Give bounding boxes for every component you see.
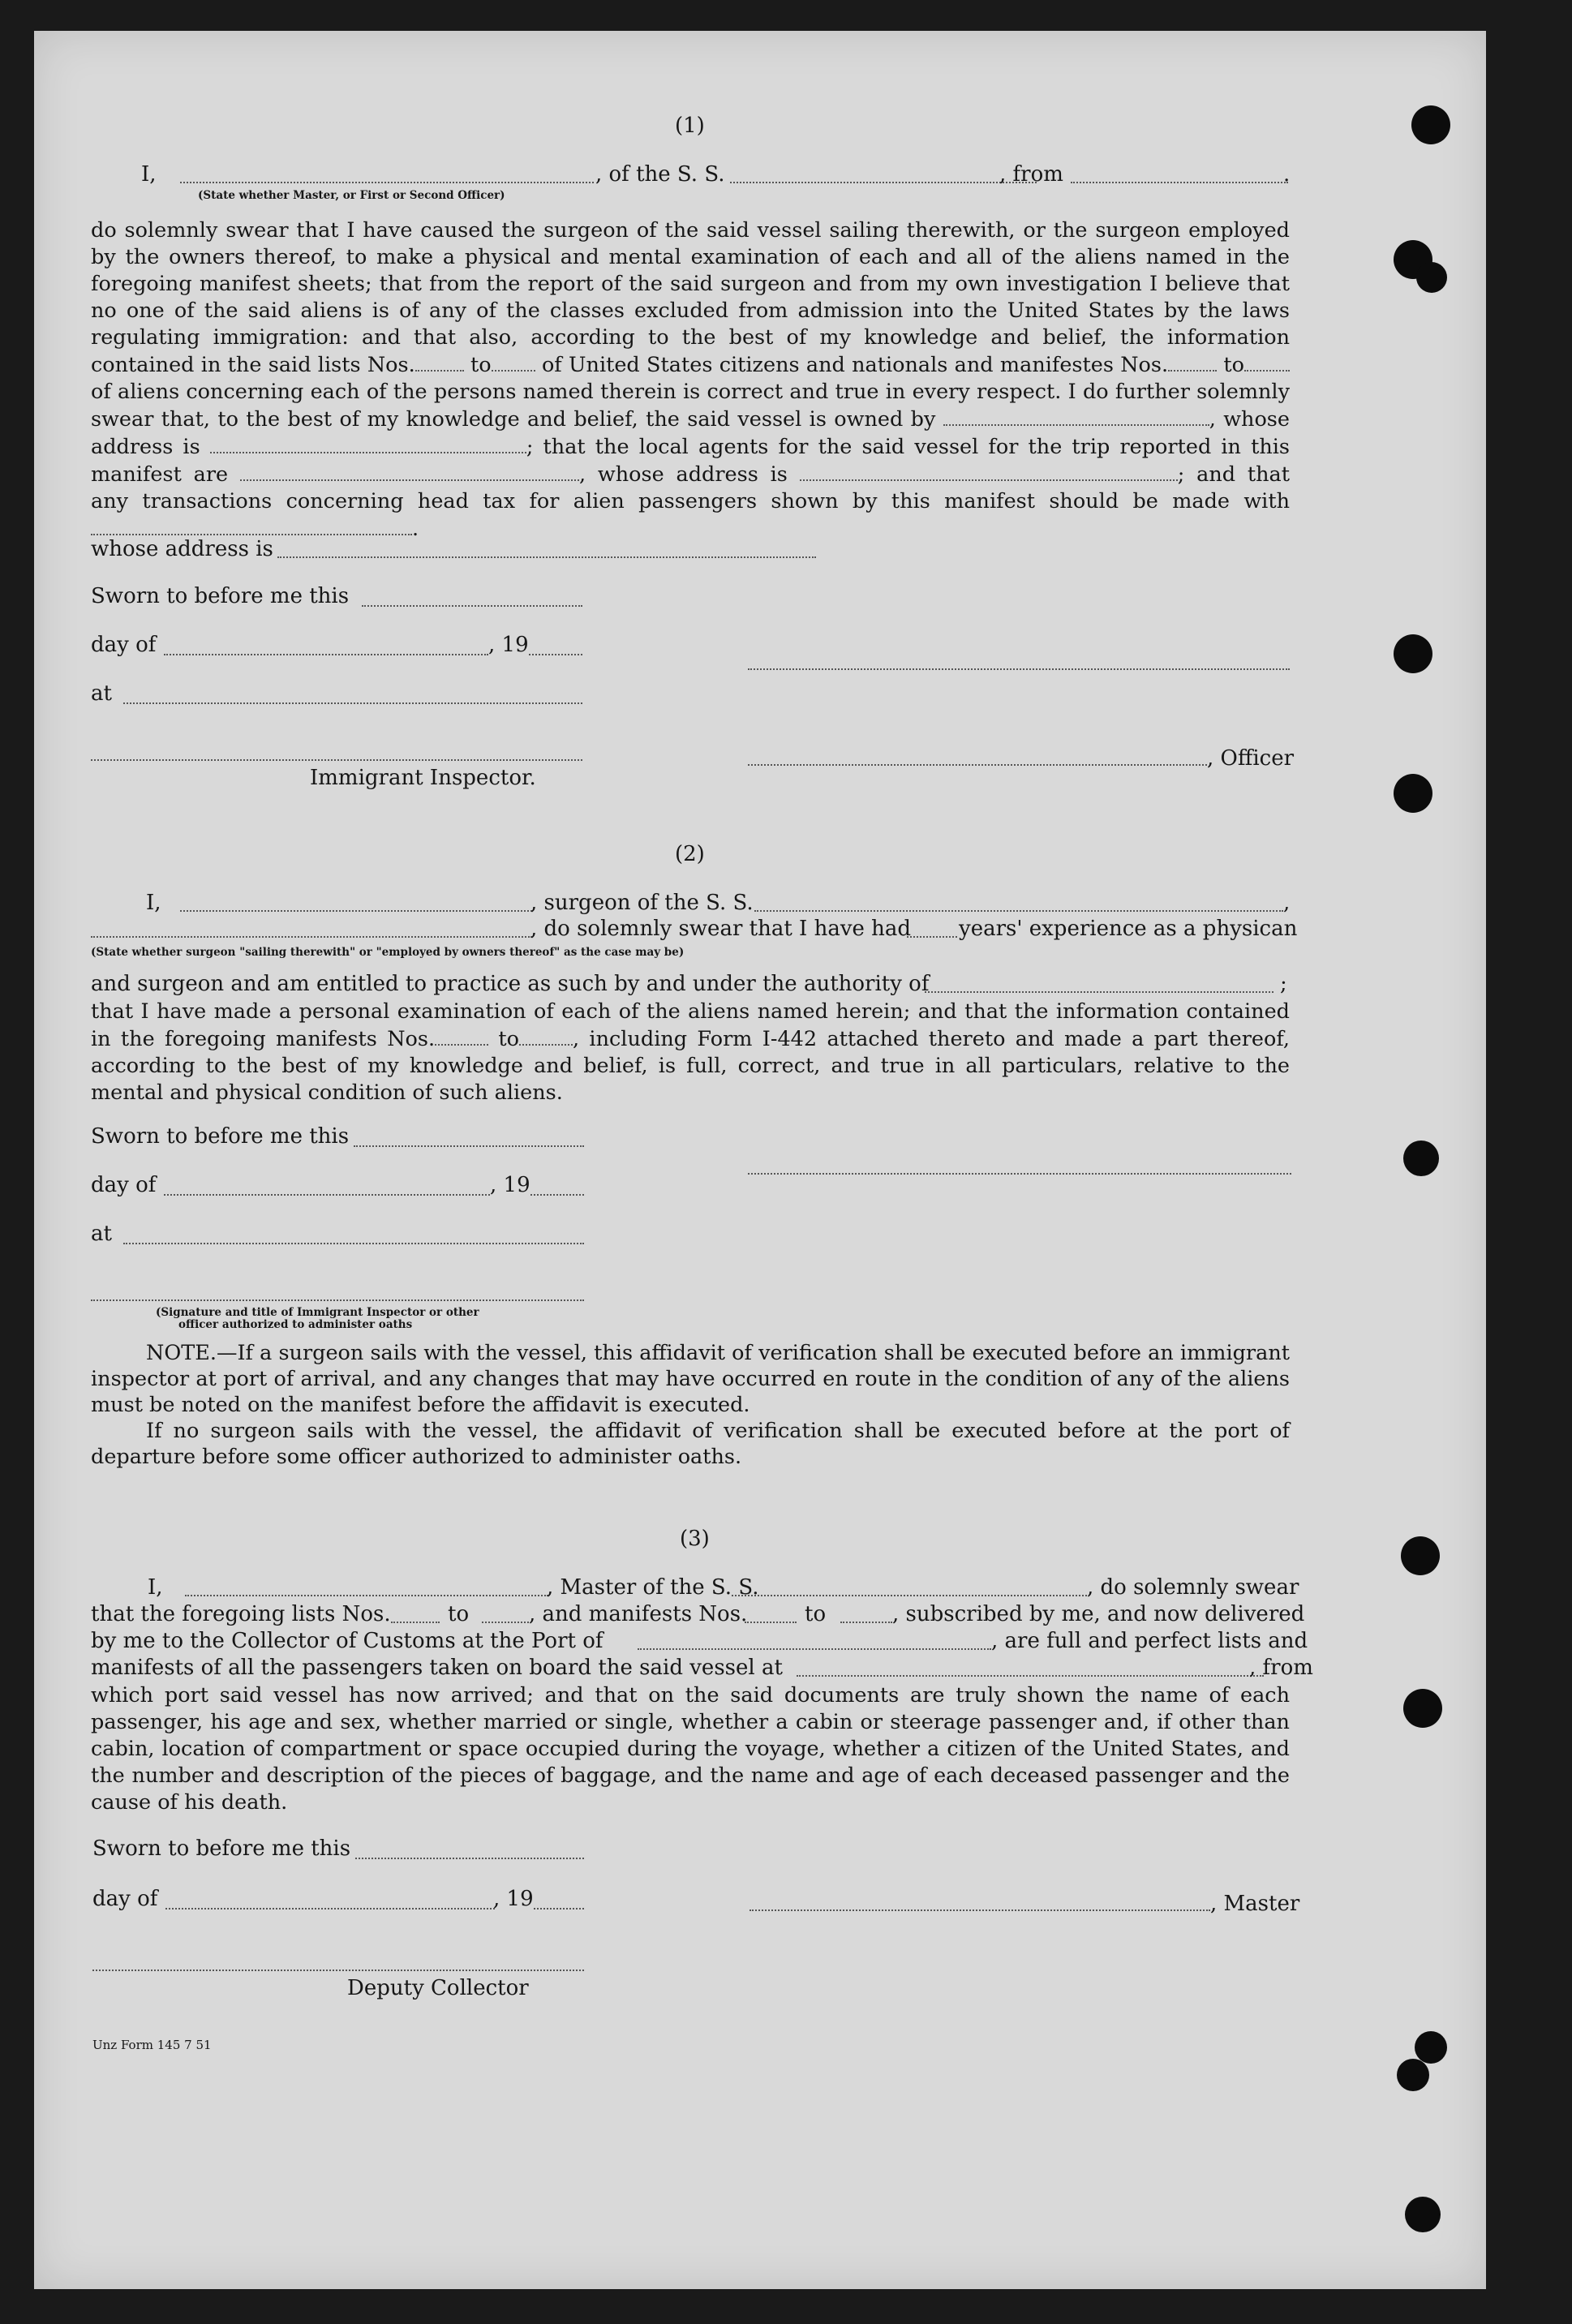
surgeon-vessel-field[interactable] xyxy=(754,910,1283,912)
list-from-field[interactable] xyxy=(391,1622,440,1623)
customs-port-field[interactable] xyxy=(638,1648,991,1650)
surgeon-of-label: , surgeon of the S. S. xyxy=(530,891,754,915)
day-of-label: day of xyxy=(92,1887,158,1911)
master-name-field[interactable] xyxy=(185,1595,548,1596)
local-agents-field[interactable] xyxy=(240,461,579,481)
sworn-label: Sworn to before me this xyxy=(92,1836,351,1861)
transactions-label: ; and that any transactions xyxy=(91,462,1291,513)
inspector-signature-line[interactable] xyxy=(91,1299,584,1301)
years-label: years' experience as a physican xyxy=(959,917,1298,941)
year-label: , 19 xyxy=(493,1887,534,1911)
surgeon-signature-line[interactable] xyxy=(748,1173,1291,1175)
head-tax-address-field[interactable] xyxy=(277,556,816,558)
sworn-day-field[interactable] xyxy=(354,1145,584,1147)
punch-hole xyxy=(1415,2031,1447,2064)
from-label: , from xyxy=(1249,1656,1313,1680)
alien-manifest-from-field[interactable] xyxy=(1168,351,1217,372)
head-tax-party-field[interactable] xyxy=(91,515,412,535)
master-label: , Master xyxy=(1210,1892,1300,1916)
manifests-all-label: manifests of all the passengers taken on board the said vessel at xyxy=(91,1656,783,1680)
sworn-month-field[interactable] xyxy=(164,654,488,655)
surgeon-status-field[interactable] xyxy=(91,936,532,938)
day-of-label: day of xyxy=(91,633,157,657)
surgeon-status-caption: (State whether surgeon "sailing therewith" or "employed by owners thereof" as the case may be) xyxy=(91,946,685,959)
head-tax-label: concerning head tax for alien passengers shown by this manifest should be made with xyxy=(286,488,1290,513)
form-number: Unz Form 145 7 51 xyxy=(92,2038,212,2052)
manifest-from-field[interactable] xyxy=(745,1622,797,1623)
swear-label: , do solemnly swear that I have had xyxy=(530,917,912,941)
swear-label: , do solemnly swear xyxy=(1087,1575,1299,1600)
punch-hole xyxy=(1403,1689,1442,1728)
oath-text-part-3: of aliens concerning each of the persons named therein is correct and true in every respect. I do further solemnly swear that, to the best of my knowledge and belief, the said vessel is owned by xyxy=(91,379,1290,432)
inspector-signature-line[interactable] xyxy=(91,759,582,761)
sworn-place-field[interactable] xyxy=(123,702,582,704)
whose-address-label: whose address is xyxy=(91,537,273,561)
section-2-oath-text xyxy=(91,999,1290,1106)
of-the-ss: , of the S. S. xyxy=(595,162,725,187)
officer-rank-caption: (State whether Master, or First or Second Officer) xyxy=(198,189,505,202)
section-1-i: I, xyxy=(141,162,157,187)
subscribed-label: , subscribed by me, and now delivered xyxy=(892,1602,1305,1626)
section-3-i: I, xyxy=(148,1575,163,1600)
vessel-name-field[interactable] xyxy=(730,182,1037,183)
citizen-list-to-field[interactable] xyxy=(492,351,535,372)
punch-hole xyxy=(1411,105,1450,144)
section-1-number: (1) xyxy=(675,114,705,138)
section-2-i: I, xyxy=(146,891,161,915)
whose-address-label: , whose address is xyxy=(578,462,788,487)
master-of-label: , Master of the S. S. xyxy=(547,1575,759,1600)
form-page xyxy=(34,31,1486,2289)
punch-hole xyxy=(1394,774,1432,813)
sworn-month-field[interactable] xyxy=(164,1194,490,1196)
entitled-label: and surgeon and am entitled to practice as such by and under the authority of xyxy=(91,972,930,996)
punch-hole xyxy=(1403,1141,1439,1176)
at-label: at xyxy=(91,1222,112,1246)
note-block xyxy=(91,1340,1290,1470)
delivered-label: by me to the Collector of Customs at the Port of xyxy=(91,1629,603,1653)
officer-rank-field[interactable] xyxy=(180,182,594,183)
foregoing-label: that the foregoing lists Nos. xyxy=(91,1602,391,1626)
vessel-owner-field[interactable] xyxy=(943,406,1209,426)
punch-hole xyxy=(1416,262,1447,293)
inspector-label: Immigrant Inspector. xyxy=(310,766,536,790)
to-label: to xyxy=(470,352,492,377)
manifest-to-field[interactable] xyxy=(840,1622,892,1623)
punch-hole xyxy=(1401,1536,1440,1575)
surgeon-name-field[interactable] xyxy=(180,910,532,912)
at-label: at xyxy=(91,681,112,706)
officer-signature-line-1[interactable] xyxy=(748,668,1290,670)
oath-text-part-2: of United States citizens and nationals and manifestes Nos. xyxy=(541,352,1169,377)
years-experience-field[interactable] xyxy=(907,936,957,938)
sworn-label: Sworn to before me this xyxy=(91,584,350,608)
alien-manifest-to-field[interactable] xyxy=(1244,351,1290,372)
signature-caption-2: officer authorized to administer oaths xyxy=(178,1318,413,1331)
full-lists-label: , are full and perfect lists and xyxy=(991,1629,1308,1653)
year-label: , 19 xyxy=(490,1173,530,1197)
oath-text-part-1: do solemnly swear that I have caused the surgeon of the said vessel sailing therewith, or the surgeon employed by the owners thereof, to make a physical and mental examination of each and all of the aliens named in the foregoing manifest sheets; that from the report of the said surgeon and from my own investigation I believe that no one of the said aliens is of any of the classes excluded from admission into the United States by the laws regulating immigration: and that also, according to the best of my knowledge and belief, the information contained in the said lists Nos. xyxy=(91,218,1290,377)
to-label: to xyxy=(805,1602,827,1626)
embarkation-port-field[interactable] xyxy=(797,1675,1264,1677)
comma: , xyxy=(1283,891,1291,915)
sworn-year-field[interactable] xyxy=(534,1908,584,1909)
to-label: to xyxy=(498,1026,519,1051)
collector-label: Deputy Collector xyxy=(347,1976,529,2000)
whose-address-label: , whose address is xyxy=(91,406,1290,459)
officer-signature-line-2[interactable] xyxy=(748,764,1207,766)
master-signature-line[interactable] xyxy=(749,1909,1210,1911)
oath-text-part-2: , including Form I-442 attached thereto and made a part thereof, according to the best of my knowledge and belief, is full, correct, and true in all particulars, relative to the mental and physical condition of such aliens. xyxy=(91,1026,1290,1105)
note-no-surgeon: If no surgeon sails with the vessel, the affidavit of verification shall be executed before at the port of departure before some officer authorized to administer oaths. xyxy=(91,1419,1290,1469)
punch-hole xyxy=(1405,2197,1441,2232)
sworn-year-field[interactable] xyxy=(529,654,582,655)
owner-address-field[interactable] xyxy=(210,433,526,453)
section-3-oath-text xyxy=(91,1682,1290,1816)
period: . xyxy=(1283,162,1291,187)
manifests-label: , and manifests Nos. xyxy=(529,1602,748,1626)
section-1-oath-text xyxy=(91,217,1290,543)
agents-address-field[interactable] xyxy=(800,461,1178,481)
section-2-number: (2) xyxy=(675,842,705,866)
oath-text: which port said vessel has now arrived; and that on the said documents are truly shown the name of each passenger, his age and sex, whether married or single, whether a cabin or steerage passenger and, if other than cabin, location of compartment or space occupied during the voyage, whether a citizen of the United States, and the number and description of the pieces of baggage, and the name and age of each deceased passenger and the cause of his death. xyxy=(91,1683,1290,1815)
to-label: to xyxy=(448,1602,470,1626)
note-surgeon-sails: NOTE.—If a surgeon sails with the vessel, this affidavit of verification shall be executed before an immigrant inspector at port of arrival, and any changes that may have occurred en route in the condition of any of the aliens must be noted on the manifest before the affidavit is executed. xyxy=(91,1341,1290,1417)
manifest-to-field[interactable] xyxy=(519,1025,573,1046)
sworn-place-field[interactable] xyxy=(123,1243,584,1244)
to-label: to xyxy=(1223,352,1245,377)
oath-text-part-1: that I have made a personal examination of each of the aliens named herein; and that the information contained in the foregoing manifests Nos. xyxy=(91,999,1290,1051)
citizen-list-from-field[interactable] xyxy=(415,351,464,372)
agents-label: ; that the local agents for the said vessel for the trip reported in this manifest are xyxy=(91,434,1291,487)
collector-signature-line[interactable] xyxy=(92,1970,584,1971)
list-to-field[interactable] xyxy=(482,1622,529,1623)
sworn-label: Sworn to before me this xyxy=(91,1124,350,1149)
departure-port-field[interactable] xyxy=(1071,182,1288,183)
authority-field[interactable] xyxy=(925,991,1273,993)
semicolon: ; xyxy=(1280,972,1287,996)
punch-hole xyxy=(1394,634,1432,673)
from-label: , from xyxy=(999,162,1063,187)
sworn-year-field[interactable] xyxy=(530,1194,584,1196)
period: . xyxy=(412,516,419,541)
sworn-day-field[interactable] xyxy=(362,605,582,607)
signature-caption-1: (Signature and title of Immigrant Inspector or other xyxy=(156,1306,479,1319)
manifest-from-field[interactable] xyxy=(435,1025,488,1046)
master-vessel-field[interactable] xyxy=(732,1595,1087,1596)
sworn-day-field[interactable] xyxy=(355,1858,584,1859)
punch-hole xyxy=(1397,2059,1429,2091)
sworn-month-field[interactable] xyxy=(165,1908,495,1909)
day-of-label: day of xyxy=(91,1173,157,1197)
officer-label: , Officer xyxy=(1207,746,1295,771)
year-label: , 19 xyxy=(488,633,529,657)
section-3-number: (3) xyxy=(680,1527,710,1551)
